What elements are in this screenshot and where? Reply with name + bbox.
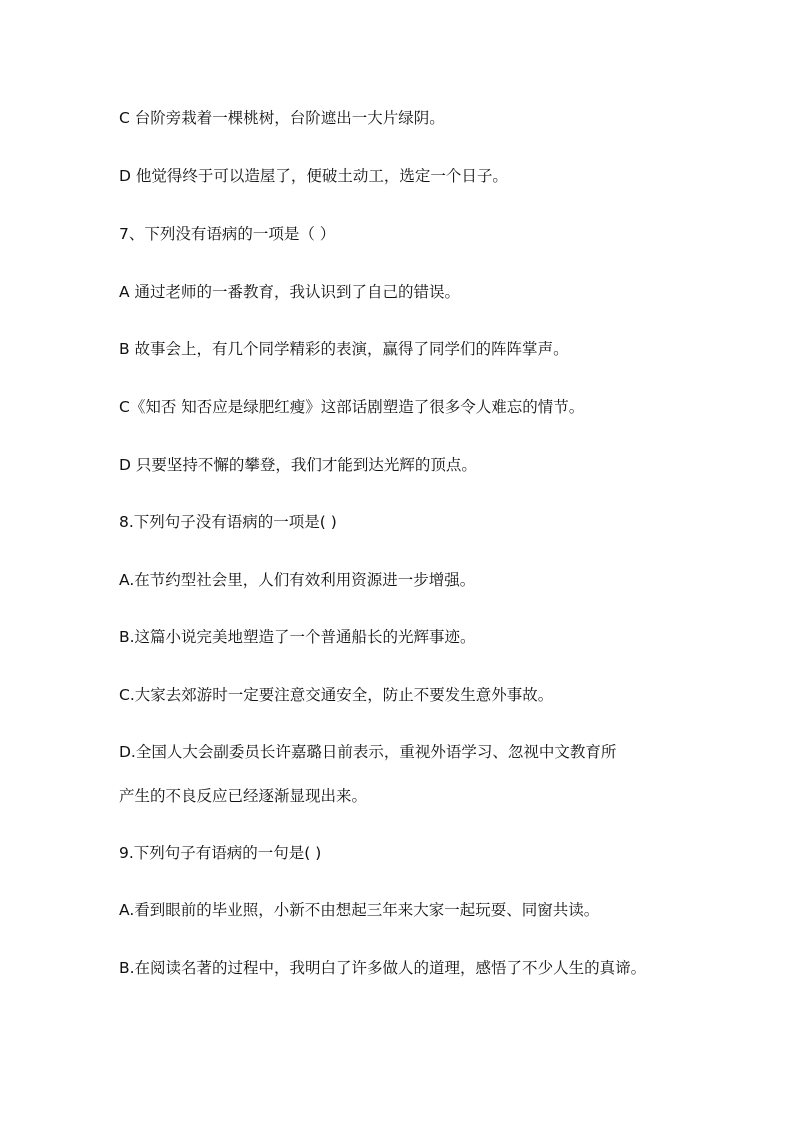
text-line: B 故事会上，有几个同学精彩的表演，赢得了同学们的阵阵掌声。 bbox=[119, 340, 569, 358]
text-line: C《知否 知否应是绿肥红瘦》这部话剧塑造了很多令人难忘的情节。 bbox=[119, 398, 585, 416]
question-heading: 7、下列没有语病的一项是（ ） bbox=[119, 225, 336, 243]
text-line: D 只要坚持不懈的攀登，我们才能到达光辉的顶点。 bbox=[119, 456, 477, 474]
text-line: D.全国人大会副委员长许嘉璐日前表示，重视外语学习、忽视中文教育所 bbox=[119, 743, 617, 761]
question-heading: 9.下列句子有语病的一句是( ) bbox=[119, 844, 322, 862]
question-heading: 8.下列句子没有语病的一项是( ) bbox=[119, 513, 337, 531]
text-line: C 台阶旁栽着一棵桃树，台阶遮出一大片绿阴。 bbox=[119, 109, 445, 127]
text-line: A.在节约型社会里，人们有效利用资源进一步增强。 bbox=[119, 571, 476, 589]
text-line: B.这篇小说完美地塑造了一个普通船长的光辉事迹。 bbox=[119, 628, 476, 646]
text-line: 产生的不良反应已经逐渐显现出来。 bbox=[119, 787, 368, 805]
text-line: A.看到眼前的毕业照，小新不由想起三年来大家一起玩耍、同窗共读。 bbox=[119, 901, 600, 919]
text-line: B.在阅读名著的过程中，我明白了许多做人的道理，感悟了不少人生的真谛。 bbox=[119, 959, 647, 977]
text-line: C.大家去郊游时一定要注意交通安全，防止不要发生意外事故。 bbox=[119, 686, 554, 704]
text-line: D 他觉得终于可以造屋了，便破土动工，选定一个日子。 bbox=[119, 167, 508, 185]
text-line: A 通过老师的一番教育，我认识到了自己的错误。 bbox=[119, 283, 461, 301]
